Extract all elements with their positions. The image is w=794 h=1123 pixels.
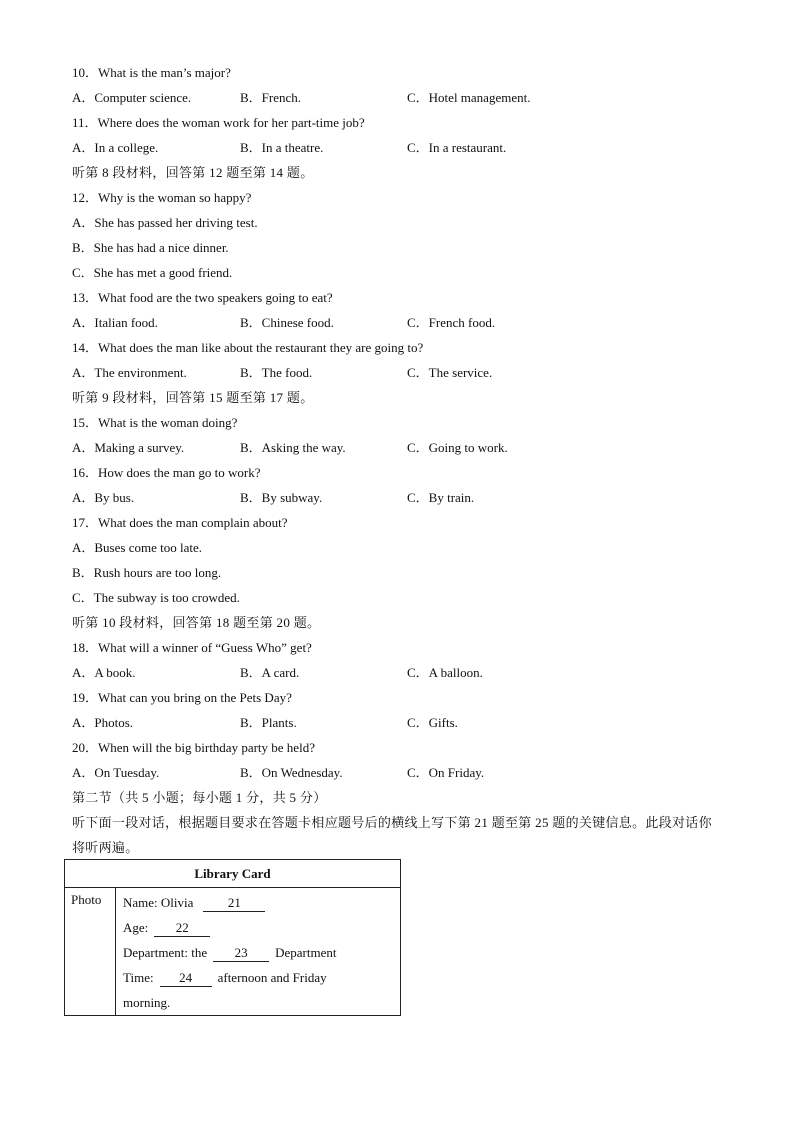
question-stem: 11．Where does the woman work for her part-time job? [72, 115, 365, 130]
option-c: C．French food. [407, 315, 496, 330]
option-c: C．She has met a good friend. [72, 265, 233, 280]
question-stem: 10．What is the man’s major? [72, 65, 231, 80]
option-b: B．She has had a nice dinner. [72, 240, 229, 255]
option-a: A．Photos. [72, 715, 134, 730]
question-stem: 14．What does the man like about the restaurant they are going to? [72, 340, 424, 355]
department-label: Department: the [123, 945, 208, 960]
option-c: C．A balloon. [407, 665, 483, 680]
option-c: C．Going to work. [407, 440, 508, 455]
photo-cell: Photo [65, 888, 116, 1016]
option-c: C．The subway is too crowded. [72, 590, 240, 605]
option-c: C．The service. [407, 365, 493, 380]
option-row [72, 435, 732, 460]
age-field [123, 915, 400, 940]
department-field [123, 940, 400, 965]
department-suffix: Department [275, 945, 337, 960]
section-instruction: 听第 8 段材料，回答第 12 题至第 14 题。 [72, 165, 314, 180]
option-b: B．In a theatre. [240, 140, 324, 155]
blank-21[interactable]: 21 [203, 895, 265, 912]
option-b: B．Chinese food. [240, 315, 334, 330]
blank-23[interactable]: 23 [213, 945, 269, 962]
option-a: A．Italian food. [72, 315, 158, 330]
option-b: B．Plants. [240, 715, 297, 730]
option-b: B．Rush hours are too long. [72, 565, 222, 580]
question-stem: 20．When will the big birthday party be held? [72, 740, 315, 755]
library-card-title: Library Card [65, 860, 401, 888]
option-c: C．On Friday. [407, 765, 485, 780]
question-stem: 17．What does the man complain about? [72, 515, 288, 530]
question-stem: 13．What food are the two speakers going to eat? [72, 290, 333, 305]
option-b: B．The food. [240, 365, 313, 380]
option-a: A．The environment. [72, 365, 187, 380]
option-row [72, 760, 732, 785]
option-a: A．Buses come too late. [72, 540, 202, 555]
option-a: A．She has passed her driving test. [72, 215, 258, 230]
question-stem: 15．What is the woman doing? [72, 415, 238, 430]
option-c: C．In a restaurant. [407, 140, 507, 155]
name-field [123, 890, 400, 915]
section-instruction: 听第 10 段材料，回答第 18 题至第 20 题。 [72, 615, 321, 630]
option-c: C．By train. [407, 490, 475, 505]
time-continuation: morning. [123, 995, 171, 1010]
card-fields [116, 888, 401, 1016]
option-a: A．Making a survey. [72, 440, 185, 455]
time-field [123, 965, 400, 990]
part-two-instruction: 听下面一段对话，根据题目要求在答题卡相应题号后的横线上写下第 21 题至第 25 题的关键信息。此段对话你将听两遍。 [72, 815, 712, 855]
option-row [72, 485, 732, 510]
question-page [72, 60, 732, 860]
time-suffix: afternoon and Friday [217, 970, 327, 985]
option-c: C．Gifts. [407, 715, 458, 730]
part-two-heading: 第二节（共 5 小题；每小题 1 分，共 5 分） [72, 790, 327, 805]
section-instruction: 听第 9 段材料，回答第 15 题至第 17 题。 [72, 390, 314, 405]
question-stem: 18．What will a winner of “Guess Who” get? [72, 640, 312, 655]
option-row [72, 360, 732, 385]
option-b: B．On Wednesday. [240, 765, 343, 780]
option-a: A．On Tuesday. [72, 765, 160, 780]
option-a: A．Computer science. [72, 90, 192, 105]
name-label: Name: Olivia [123, 895, 194, 910]
question-stem: 12．Why is the woman so happy? [72, 190, 252, 205]
option-c: C．Hotel management. [407, 90, 531, 105]
option-row [72, 135, 732, 160]
library-card-table [64, 859, 401, 1016]
option-row [72, 310, 732, 335]
question-stem: 19．What can you bring on the Pets Day? [72, 690, 292, 705]
option-b: B．By subway. [240, 490, 323, 505]
option-row [72, 660, 732, 685]
option-b: B．Asking the way. [240, 440, 346, 455]
age-label: Age: [123, 920, 149, 935]
blank-22[interactable]: 22 [154, 920, 210, 937]
option-a: A．By bus. [72, 490, 135, 505]
blank-24[interactable]: 24 [160, 970, 212, 987]
time-label: Time: [123, 970, 154, 985]
option-a: A．In a college. [72, 140, 159, 155]
option-row [72, 85, 732, 110]
option-b: B．A card. [240, 665, 300, 680]
question-stem: 16．How does the man go to work? [72, 465, 261, 480]
option-a: A．A book. [72, 665, 136, 680]
option-row [72, 710, 732, 735]
option-b: B．French. [240, 90, 302, 105]
